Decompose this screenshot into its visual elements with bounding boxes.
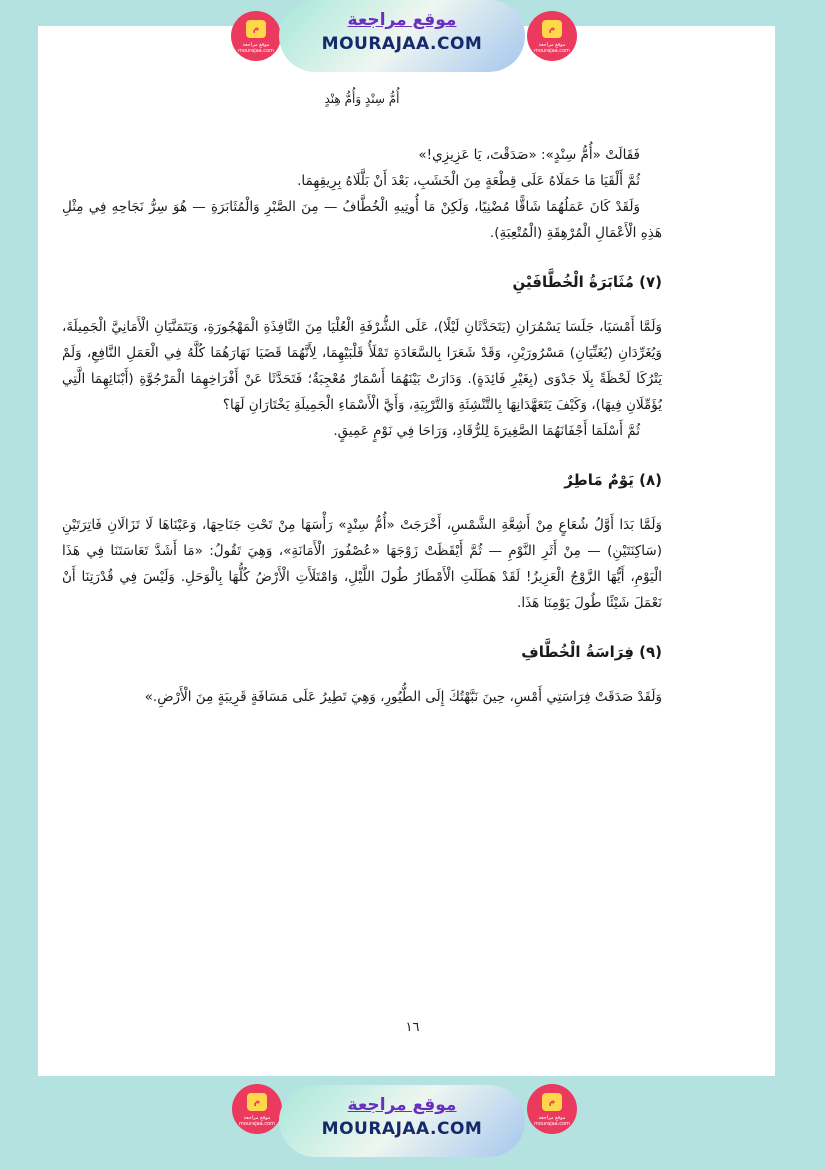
logo-mark-icon: م xyxy=(247,1093,267,1111)
page-number: ١٦ xyxy=(405,1020,420,1035)
logo-mark-icon: م xyxy=(542,20,562,38)
logo-caption: موقع مراجعة mourajaa.com xyxy=(533,1115,570,1127)
footer-logo-left[interactable] xyxy=(232,1084,282,1134)
footer-logo-right[interactable] xyxy=(527,1084,577,1134)
footer-site-badge[interactable] xyxy=(279,1085,525,1157)
footer-site-name-ar[interactable]: موقع مراجعة xyxy=(347,1095,457,1115)
logo-caption: موقع مراجعة mourajaa.com xyxy=(533,42,570,54)
logo-mark-icon: م xyxy=(542,1093,562,1111)
section-paragraph: وَلَقَدْ صَدَقَتْ فِرَاسَتِي أَمْسِ، حِينَ نَبَّهْتُكَ إِلَى الطُّيُورِ، وَهِيَ تَطِيرُ عَلَى مَسَافَةٍ قَرِيبَةٍ مِنَ الْأَرْضِ.» xyxy=(144,689,662,705)
intro-line: وَلَقَدْ كَانَ عَمَلُهُمَا شَاقًّا مُضْنِيًا، وَلَكِنْ مَا أُوتِيهِ الْخُطَّافُ — مِنَ الصَّبْرِ وَالْمُثَابَرَةِ — هُوَ سِرُّ نَجَاحِهِ فِي مِثْلِ هَذِهِ الْأَعْمَالِ الْمُرْهِقَةِ (الْمُتْعِبَةِ). xyxy=(62,199,662,241)
header-site-name-en[interactable]: MOURAJAA.COM xyxy=(321,34,483,54)
section-heading: (٧) مُثَابَرَةُ الْخُطَّافَيْنِ xyxy=(512,273,662,291)
section-paragraph: ثُمَّ أَسْلَمَا أَجْفَانَهُمَا الصَّغِيرَةَ لِلرُّقَادِ، وَرَاحَا فِي نَوْمٍ عَمِيقٍ. xyxy=(333,423,640,439)
section-paragraph: وَلَمَّا أَمْسَيَا، جَلَسَا يَسْمُرَانِ (يَتَحَدَّثَانِ لَيْلًا)، عَلَى الشُّرْفَةِ الْعُلْيَا مِنَ النَّافِذَةِ الْمَهْجُورَةِ، وَيَتَمَنَّيَانِ الْأَمَانِيَّ الْجَمِيلَةَ، وَيُغَرِّدَانِ (يُغَنِّيَانِ) مَسْرُورَيْنِ، وَقَدْ شَعَرَا بِالسَّعَادَةِ تَمْلَأُ قَلْبَيْهِمَا، لِأَنَّهُمَا قَضَيَا نَهَارَهُمَا كُلَّهُ فِي الْعَمَلِ النَّافِعِ، وَلَمْ يَتْرُكَا لَحْظَةً بِلَا جَدْوَى (بِغَيْرِ فَائِدَةٍ). وَدَارَتْ بَيْنَهُمَا أَسْمَارٌ مُعْجِبَةٌ؛ فَتَحَدَّثَا عَنْ أَفْرَاخِهِمَا الْمَرْجُوَّةِ (أَبْنَائِهِمَا الَّتِي يُؤَمِّلَانِ فِيهَا)، وَكَيْفَ يَتَعَهَّدَانِهَا بِالتَّنْشِئَةِ وَالتَّرْبِيَةِ، وَأَيَّ الْأَسْمَاءِ الْجَمِيلَةِ يَخْتَارَانِ لَهَا؟ xyxy=(62,319,662,413)
section-paragraph: وَلَمَّا بَدَا أَوَّلُ شُعَاعٍ مِنْ أَشِعَّةِ الشَّمْسِ، أَخْرَجَتْ «أُمُّ سِنْدٍ» رَأْسَهَا مِنْ تَحْتِ جَنَاحِهَا، وَعَيْنَاهَا لَا تَزَالَانِ فَاتِرَتَيْنِ (سَاكِنَتَيْنِ) — مِنْ أَثَرِ النَّوْمِ — ثُمَّ أَيْقَظَتْ زَوْجَهَا «عُصْفُورَ الْأَمَانَةِ»، وَهِيَ تَقُولُ: «مَا أَشَدَّ تَعَاسَتَنَا فِي هَذَا الْيَوْمِ، أَيُّهَا الزَّوْجُ الْعَزِيزُ! لَقَدْ هَطَلَتِ الْأَمْطَارُ طُولَ اللَّيْلِ، وَامْتَلَأَتِ الْأَرْضُ كُلُّهَا بِالْوَحَلِ. وَلَيْسَ فِي قُدْرَتِنَا أَنْ نَعْمَلَ شَيْئًا طُولَ يَوْمِنَا هَذَا. xyxy=(62,517,662,611)
intro-line: فَقَالَتْ «أُمُّ سِنْدٍ»: «صَدَقْتَ، يَا عَزِيزِي!» xyxy=(418,147,640,163)
article-body xyxy=(62,84,662,710)
intro-line: ثُمَّ أَلْقَيَا مَا حَمَلَاهُ عَلَى قِطْعَةٍ مِنَ الْخَشَبِ، بَعْدَ أَنْ بَلَّلَاهُ بِرِيقِهِمَا. xyxy=(297,173,640,189)
section-heading: (٩) فِرَاسَةُ الْخُطَّافِ xyxy=(521,643,662,661)
header-site-name-ar[interactable]: موقع مراجعة xyxy=(347,10,457,30)
logo-mark-icon: م xyxy=(246,20,266,38)
logo-caption: موقع مراجعة mourajaa.com xyxy=(237,42,274,54)
logo-caption: موقع مراجعة mourajaa.com xyxy=(238,1115,275,1127)
footer-site-name-en[interactable]: MOURAJAA.COM xyxy=(321,1119,483,1139)
header-logo-right[interactable] xyxy=(527,11,577,61)
header-site-badge[interactable] xyxy=(279,0,525,72)
section-heading: (٨) يَوْمٌ مَاطِرٌ xyxy=(564,471,662,489)
image-caption: أُمُّ سِنْدٍ وَأُمُّ هِنْدٍ xyxy=(324,92,400,106)
header-logo-left[interactable] xyxy=(231,11,281,61)
